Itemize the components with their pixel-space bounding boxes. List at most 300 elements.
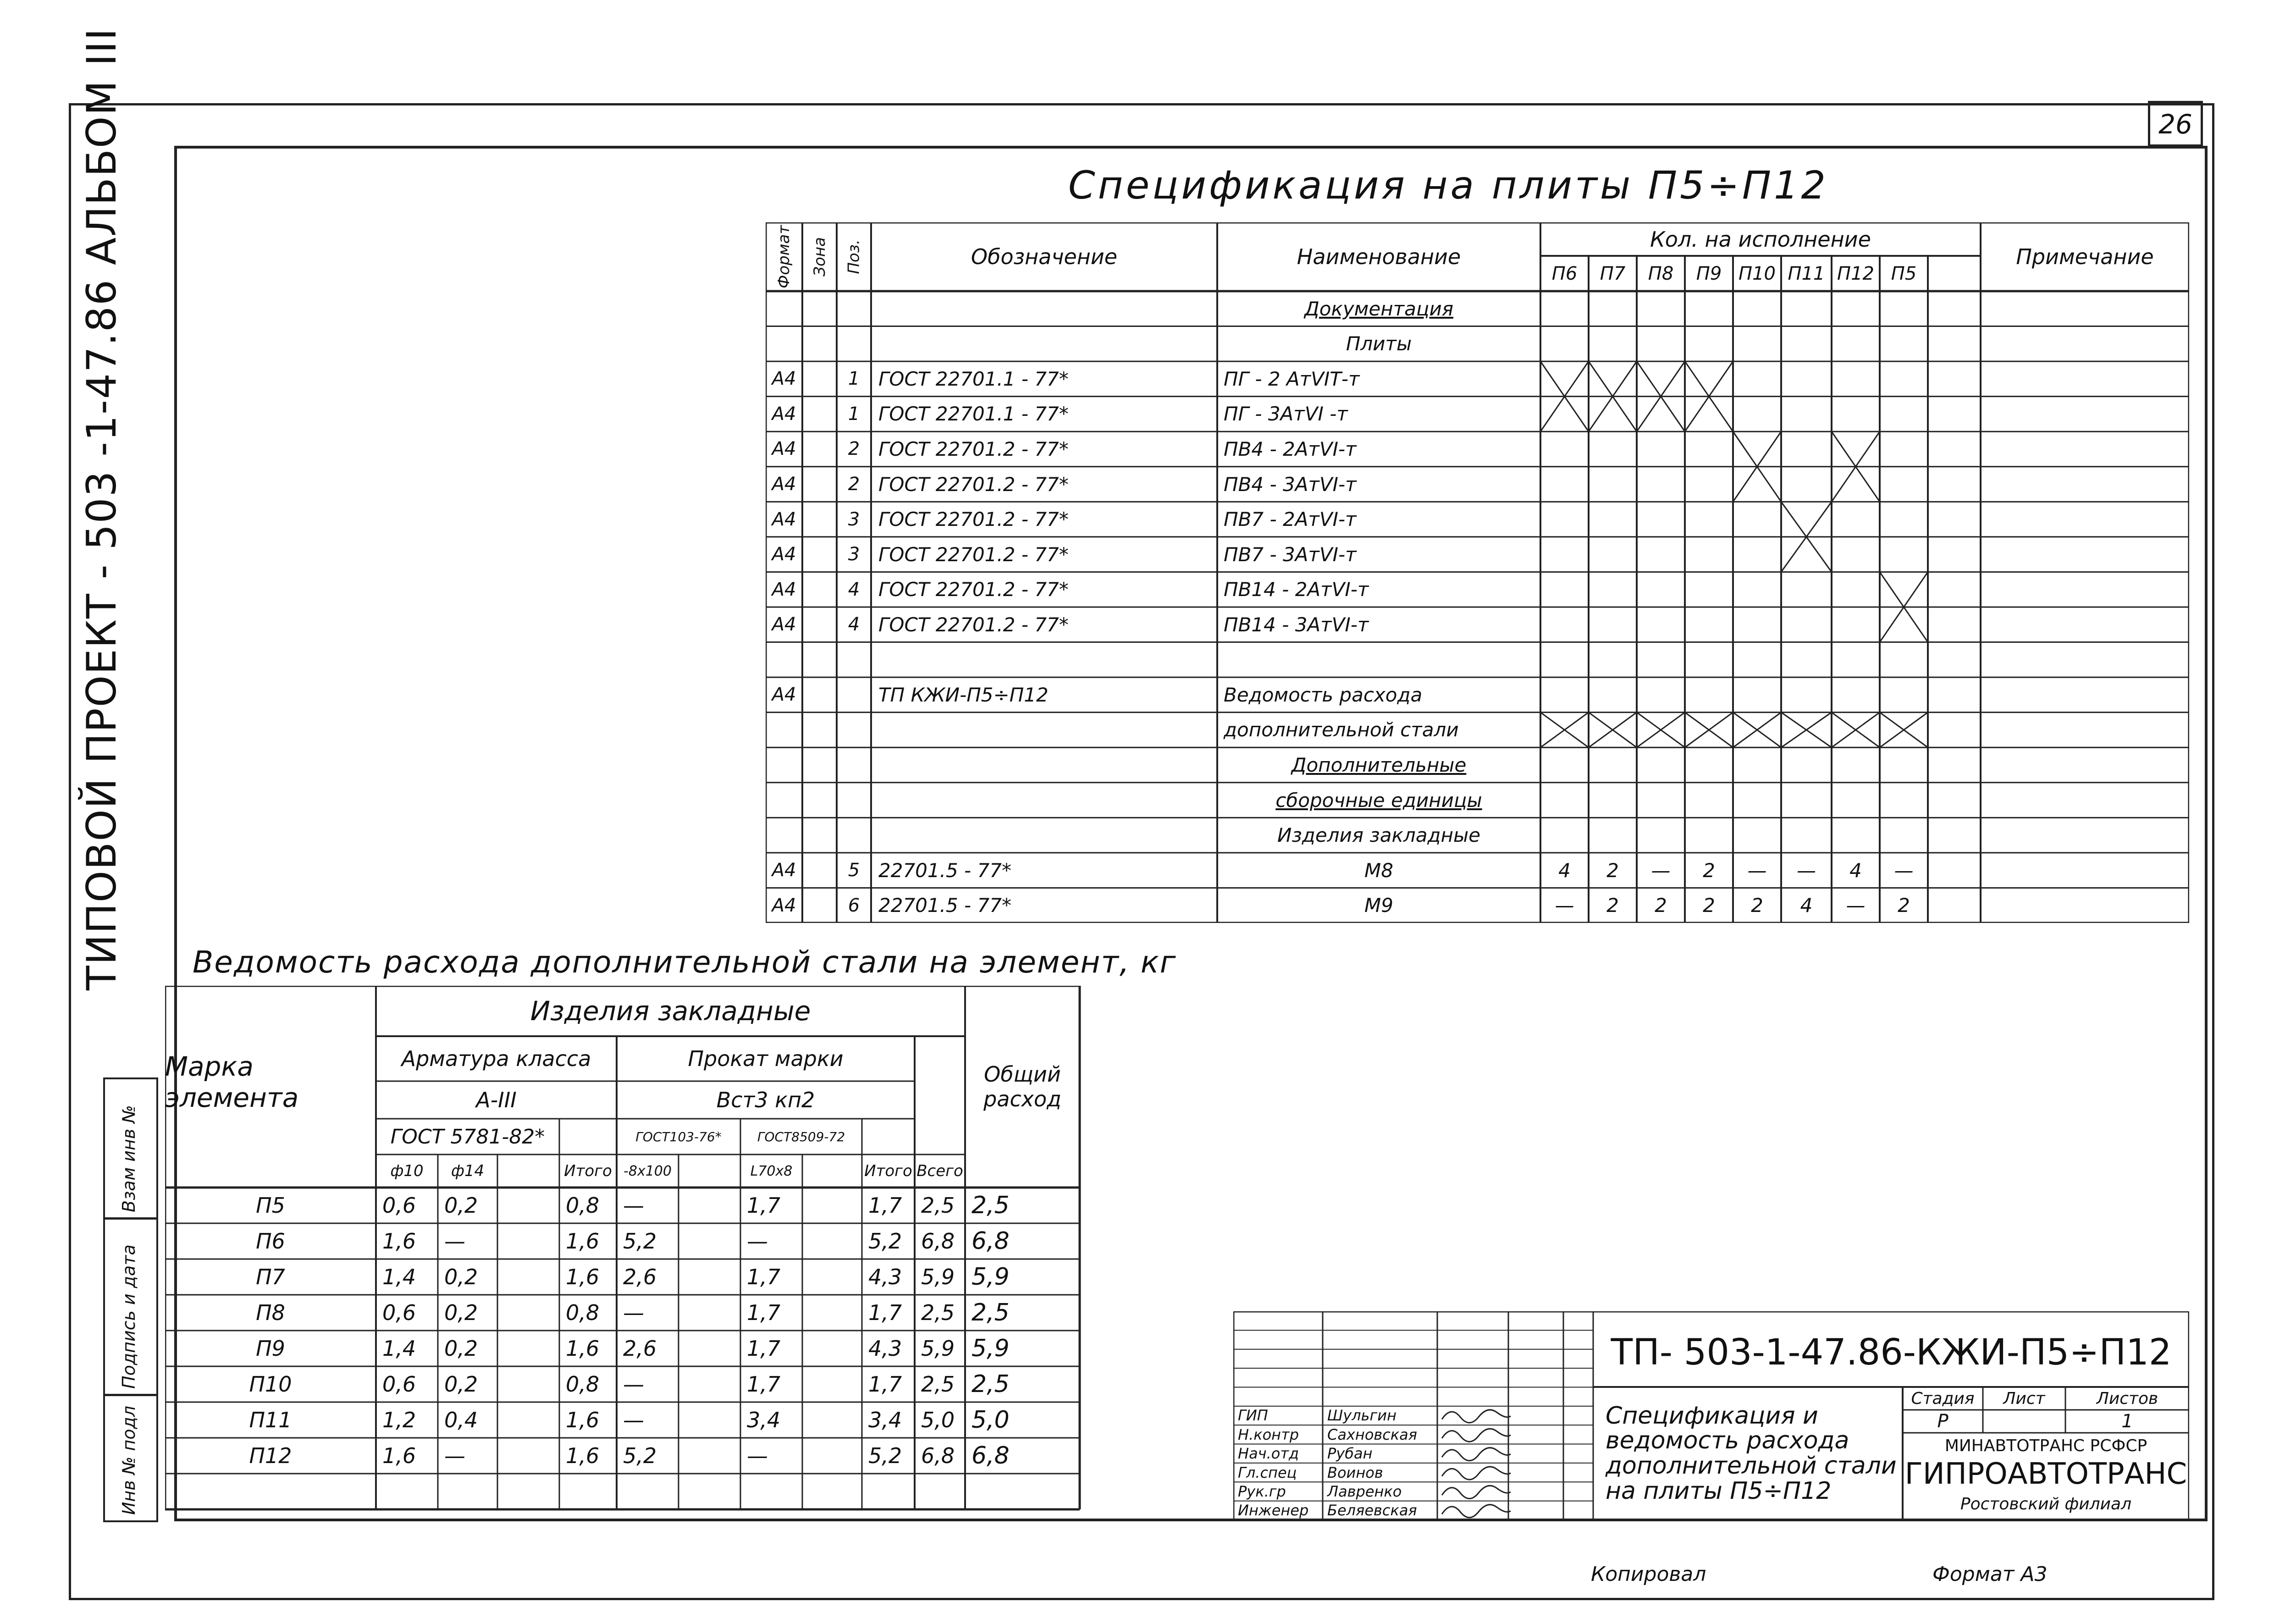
spec-cell-pos-text: 3 [848, 544, 860, 565]
ved-row-value [376, 1402, 438, 1438]
spec-header-variant-text: П12 [1837, 263, 1874, 284]
spec-cell-name-text: М8 [1364, 859, 1393, 882]
ved-row-value [965, 1438, 1080, 1474]
spec-cell-qty-text: 2 [1703, 894, 1715, 917]
ved-row-value-text: 1,6 [566, 1265, 600, 1289]
ved-row-value-text: 0,6 [382, 1300, 416, 1325]
ved-row-value [802, 1366, 862, 1402]
spec-cell-format [766, 713, 802, 748]
spec-cell-name [1217, 853, 1540, 888]
spec-cell-pos [837, 783, 871, 818]
stamp-code [1600, 1320, 2182, 1385]
signature-icon [1442, 1448, 1511, 1461]
ved-row-value-text: 1,7 [747, 1193, 781, 1218]
ved-row-value [965, 1331, 1080, 1366]
ved-row-value [915, 1295, 965, 1331]
spec-cell-format [766, 431, 802, 467]
stamp-label [1903, 1387, 1983, 1410]
spec-cell-qty-text: 2 [1606, 894, 1619, 917]
spec-cell-name-text: ПВ14 - 3АтVI-т [1224, 613, 1369, 636]
spec-cell-name [1217, 888, 1540, 923]
spec-cell-designation-text: ГОСТ 22701.2 - 77* [878, 543, 1069, 566]
ved-row-value-text: 4,3 [868, 1265, 902, 1289]
spec-cell-pos-text: 1 [848, 368, 860, 390]
ved-row-value-text: 5,2 [868, 1443, 902, 1468]
stamp-org-branch [1903, 1492, 2189, 1515]
spec-cell-name [1217, 326, 1540, 362]
vedomost-table [165, 986, 1096, 1518]
spec-cell-designation [871, 291, 1217, 326]
ved-row-value [802, 1223, 862, 1259]
spec-cell-qty-text: 2 [1703, 859, 1715, 882]
spec-cell-name-text: Дополнительные [1291, 753, 1467, 776]
spec-header-designation-text: Обозначение [971, 244, 1118, 269]
ved-row-value-text: 1,6 [566, 1336, 600, 1361]
spec-header-variant [1880, 256, 1928, 291]
spec-cell-name-text: Изделия закладные [1277, 824, 1480, 847]
ved-row-value [679, 1331, 740, 1366]
ved-row-value-text: 1,7 [747, 1265, 781, 1289]
spec-cell-format [766, 467, 802, 502]
spec-cell-pos [837, 326, 871, 362]
ved-header-sub-text: Итого [864, 1162, 912, 1180]
spec-cell-format [766, 397, 802, 432]
ved-row-value-text: 5,9 [971, 1335, 1010, 1362]
ved-row-value-text: 3,4 [747, 1408, 781, 1432]
spec-cell-designation [871, 853, 1217, 888]
spec-cell-name [1217, 291, 1540, 326]
ved-row-value [559, 1295, 617, 1331]
stamp-stage [1903, 1410, 1983, 1433]
spec-cell-designation [871, 397, 1217, 432]
spec-cell-name-text: ПГ - 2 АтVIТ-т [1224, 367, 1360, 390]
spec-cell-designation-text: 22701.5 - 77* [878, 859, 1011, 882]
spec-cell-pos [837, 818, 871, 853]
spec-cell-qty [1540, 853, 1589, 888]
ved-row-value [802, 1295, 862, 1331]
stamp-person-text: Шульгин [1327, 1407, 1396, 1425]
spec-cell-name [1217, 713, 1540, 748]
ved-row-value [617, 1295, 679, 1331]
spec-header-note-text: Примечание [2016, 244, 2154, 269]
spec-cell-format-text: А4 [772, 895, 796, 916]
spec-cell-designation [871, 783, 1217, 818]
spec-cell-name [1217, 642, 1540, 678]
ved-row-value-text: 6,8 [971, 1227, 1010, 1255]
spec-cell-format [766, 572, 802, 607]
ved-row-value-text: 1,7 [747, 1336, 781, 1361]
spec-cell-qty-text: 2 [1606, 859, 1619, 882]
ved-row-value [376, 1259, 438, 1295]
ved-row-value [679, 1402, 740, 1438]
stamp-person [1323, 1444, 1437, 1463]
spec-cell-pos [837, 537, 871, 572]
ved-row-value [965, 1259, 1080, 1295]
spec-header-name [1217, 222, 1540, 291]
spec-cell-name-text: ПВ7 - 2АтVI-т [1224, 508, 1357, 531]
spec-cell-pos [837, 397, 871, 432]
stamp-role [1233, 1482, 1323, 1501]
spec-cell-name-text: М9 [1364, 894, 1393, 917]
ved-row-value [862, 1331, 915, 1366]
spec-cell-format-text: А4 [772, 684, 796, 706]
ved-row-value-text: 0,8 [566, 1193, 600, 1218]
ved-header-armatura-text: Арматура класса [401, 1046, 591, 1071]
ved-row-value [679, 1223, 740, 1259]
spec-cell-name-text: ПГ - 3АтVI -т [1224, 403, 1348, 425]
ved-row-value-text: 0,8 [566, 1300, 600, 1325]
stamp-org-name [1903, 1456, 2189, 1492]
spec-cell-qty [1589, 888, 1637, 923]
spec-cell-pos [837, 747, 871, 783]
spec-cell-pos-text: 4 [848, 579, 860, 600]
spec-header-variant [1832, 256, 1880, 291]
ved-row-mark [165, 1438, 376, 1474]
signature-icon [1442, 1467, 1511, 1480]
spec-cell-pos [837, 502, 871, 537]
spec-cell-pos [837, 888, 871, 923]
ved-row-value [740, 1295, 802, 1331]
ved-row-value [965, 1295, 1080, 1331]
ved-row-value-text: 4,3 [868, 1336, 902, 1361]
spec-cell-format [766, 607, 802, 642]
ved-row-value [438, 1188, 497, 1223]
spec-cell-name [1217, 783, 1540, 818]
spec-cell-format-text: А4 [772, 438, 796, 460]
spec-cell-qty-text: 4 [1558, 859, 1571, 882]
ved-row-value-text: 1,7 [747, 1372, 781, 1397]
ved-row-value [965, 1223, 1080, 1259]
stamp-person-text: Сахновская [1327, 1425, 1418, 1443]
ved-row-value [740, 1259, 802, 1295]
ved-row-value [617, 1366, 679, 1402]
ved-row-value-text: 5,0 [921, 1408, 955, 1432]
ved-row-value [497, 1188, 559, 1223]
spec-cell-designation [871, 642, 1217, 678]
ved-row-value [862, 1366, 915, 1402]
spec-cell-name-text: Плиты [1346, 332, 1412, 355]
ved-row-value-text: 1,6 [382, 1443, 416, 1468]
ved-row-value-text: 2,5 [971, 1299, 1010, 1326]
spec-header-variant-text: П6 [1551, 263, 1578, 284]
spec-header-variant [1589, 256, 1637, 291]
ved-header-sub [617, 1154, 679, 1188]
spec-cell-qty [1540, 888, 1589, 923]
spec-cell-format-text: А4 [772, 508, 796, 530]
spec-cell-qty [1928, 853, 1981, 888]
footer-format: Формат А3 [1932, 1563, 2048, 1586]
ved-header-total [965, 1022, 1080, 1151]
spec-cell-qty [1781, 853, 1832, 888]
ved-header-sub [740, 1154, 802, 1188]
ved-row-value-text: 5,2 [623, 1229, 657, 1254]
spec-cell-qty-text: — [1894, 859, 1914, 882]
ved-row-value [679, 1366, 740, 1402]
spec-cell-format [766, 642, 802, 678]
spec-header-qty-text: Кол. на исполнение [1650, 226, 1871, 252]
ved-row-mark [165, 1295, 376, 1331]
spec-cell-designation [871, 467, 1217, 502]
ved-row-value-text: 0,4 [444, 1408, 478, 1432]
ved-header-steel-text: Вст3 кп2 [716, 1088, 815, 1112]
ved-row-value [679, 1259, 740, 1295]
ved-header-sub [376, 1154, 438, 1188]
spec-cell-format [766, 888, 802, 923]
stamp-label-text: Листов [2096, 1389, 2158, 1408]
spec-header-variant [1637, 256, 1685, 291]
stamp-description-text: Спецификация и ведомость расхода дополнительной стали на плиты П5÷П12 [1606, 1402, 1897, 1505]
ved-row-value-text: 1,2 [382, 1408, 416, 1432]
ved-row-value [915, 1259, 965, 1295]
ved-row-value-text: 2,5 [921, 1372, 955, 1397]
signature-icon [1442, 1486, 1511, 1498]
spec-cell-name-text: дополнительной стали [1224, 718, 1459, 741]
ved-row-value-text: 0,2 [444, 1336, 478, 1361]
ved-row-value-text: 1,7 [868, 1300, 902, 1325]
ved-header-gost [617, 1119, 740, 1154]
spec-cell-designation [871, 677, 1217, 713]
ved-header-mark-text: Марка элемента [165, 1051, 299, 1113]
spec-cell-name-text: Ведомость расхода [1224, 683, 1423, 706]
spec-cell-qty [1685, 888, 1733, 923]
stamp-role [1233, 1444, 1323, 1463]
spec-table [766, 222, 2189, 923]
spec-cell-designation-text: ГОСТ 22701.2 - 77* [878, 613, 1069, 636]
ved-row-value [617, 1223, 679, 1259]
side-box-label: Инв № подл [119, 1405, 139, 1515]
stamp-org [1903, 1434, 2189, 1457]
ved-row-value [965, 1188, 1080, 1223]
ved-row-value [497, 1366, 559, 1402]
spec-header-pos-text: Поз. [844, 239, 863, 274]
ved-header-prokat-text: Прокат марки [688, 1046, 844, 1071]
spec-cell-format [766, 747, 802, 783]
ved-row-value-text: 1,7 [868, 1372, 902, 1397]
ved-header-sub-text: ф10 [390, 1162, 424, 1180]
spec-cell-pos [837, 361, 871, 397]
ved-row-value-text: — [747, 1443, 768, 1468]
ved-row-value-text: 5,2 [868, 1229, 902, 1254]
stamp-label [1983, 1387, 2065, 1410]
ved-header-prokat [617, 1036, 915, 1081]
spec-cell-pos [837, 713, 871, 748]
ved-row-value-text: 1,6 [566, 1408, 600, 1432]
ved-row-value [497, 1331, 559, 1366]
spec-header-variant [1685, 256, 1733, 291]
spec-cell-pos-text: 5 [848, 860, 860, 881]
ved-row-value-text: 6,8 [971, 1442, 1010, 1469]
ved-row-value-text: 2,5 [971, 1370, 1010, 1398]
signature-icon [1442, 1410, 1511, 1423]
spec-cell-name [1217, 747, 1540, 783]
spec-cell-pos [837, 572, 871, 607]
spec-header-name-text: Наименование [1297, 244, 1461, 269]
ved-row-value [862, 1295, 915, 1331]
stamp-sheets-text: 1 [2121, 1411, 2133, 1432]
spec-cell-format [766, 361, 802, 397]
ved-row-value [559, 1223, 617, 1259]
ved-row-value-text: 0,6 [382, 1372, 416, 1397]
ved-row-value-text: 0,8 [566, 1372, 600, 1397]
ved-row-value [802, 1259, 862, 1295]
spec-cell-designation [871, 502, 1217, 537]
stamp-sheets [2065, 1410, 2189, 1433]
side-box-label: Взам инв № [119, 1105, 139, 1212]
stamp-person-text: Беляевская [1327, 1502, 1417, 1519]
stamp-person [1323, 1463, 1437, 1482]
ved-row-mark [165, 1331, 376, 1366]
ved-row-value [862, 1402, 915, 1438]
spec-cell-pos [837, 607, 871, 642]
ved-header-gost-text: ГОСТ 5781-82* [390, 1125, 545, 1149]
stamp-org-text: МИНАВТОТРАНС РСФСР [1944, 1436, 2147, 1455]
ved-header-class-text: А-III [476, 1088, 517, 1112]
spec-cell-qty [1637, 888, 1685, 923]
stamp-person [1323, 1501, 1437, 1520]
ved-row-value [862, 1188, 915, 1223]
spec-header-qty [1540, 222, 1981, 256]
ved-row-value [438, 1438, 497, 1474]
spec-cell-qty-text: — [1797, 859, 1816, 882]
stamp-description [1600, 1392, 1898, 1515]
ved-header-group-text: Изделия закладные [530, 995, 811, 1027]
ved-header-sub [438, 1154, 497, 1188]
spec-cell-name-text: ПВ4 - 2АтVI-т [1224, 437, 1357, 460]
ved-row-value [915, 1438, 965, 1474]
ved-row-value-text: 5,9 [921, 1265, 955, 1289]
spec-cell-name [1217, 397, 1540, 432]
spec-cell-designation [871, 537, 1217, 572]
spec-cell-qty [1781, 888, 1832, 923]
spec-header-variant [1781, 256, 1832, 291]
ved-row-value [617, 1188, 679, 1223]
ved-row-value [862, 1438, 915, 1474]
ved-row-value [438, 1223, 497, 1259]
spec-cell-pos [837, 642, 871, 678]
ved-row-mark-text: П7 [256, 1265, 285, 1289]
spec-cell-format-text: А4 [772, 860, 796, 881]
stamp-role [1233, 1463, 1323, 1482]
spec-cell-format [766, 853, 802, 888]
side-box-replace [103, 1077, 158, 1220]
ved-row-value [438, 1259, 497, 1295]
ved-row-mark-text: П6 [256, 1229, 285, 1254]
ved-row-value [497, 1259, 559, 1295]
ved-row-value [617, 1259, 679, 1295]
stamp-role [1233, 1425, 1323, 1444]
ved-header-gost [376, 1119, 559, 1154]
spec-cell-name [1217, 677, 1540, 713]
vedomost-title: Ведомость расхода дополнительной стали на элемент, кг [193, 945, 1177, 980]
ved-header-steel [617, 1081, 915, 1119]
spec-cell-name [1217, 607, 1540, 642]
spec-cell-qty-text: 4 [1800, 894, 1813, 917]
sheet-number: 26 [2148, 101, 2203, 147]
stamp-org-branch-text: Ростовский филиал [1960, 1494, 2132, 1514]
ved-row-mark-text: П10 [249, 1372, 292, 1397]
ved-row-value-text: 1,4 [382, 1265, 416, 1289]
spec-header-designation [871, 222, 1217, 291]
spec-cell-name [1217, 537, 1540, 572]
ved-row-value-text: 1,4 [382, 1336, 416, 1361]
stamp-org-name-text: ГИПРОАВТОТРАНС [1904, 1457, 2187, 1491]
spec-cell-designation [871, 607, 1217, 642]
ved-row-value [617, 1402, 679, 1438]
ved-row-mark-text: П11 [249, 1408, 292, 1432]
spec-cell-qty-text: 2 [1751, 894, 1763, 917]
ved-row-value [862, 1223, 915, 1259]
stamp-stage-text: Р [1937, 1411, 1948, 1432]
spec-cell-qty-text: — [1747, 859, 1767, 882]
spec-header-variant-text: П5 [1891, 263, 1917, 284]
spec-cell-qty-text: — [1651, 859, 1671, 882]
spec-cell-format-text: А4 [772, 368, 796, 390]
spec-cell-designation [871, 326, 1217, 362]
stamp-role-text: Н.контр [1238, 1425, 1299, 1443]
ved-row-value [740, 1331, 802, 1366]
ved-header-sub [862, 1154, 915, 1188]
ved-row-mark [165, 1188, 376, 1223]
spec-header-format-text: Формат [775, 225, 794, 288]
spec-cell-pos [837, 431, 871, 467]
spec-title: Спецификация на плиты П5÷П12 [1068, 163, 1828, 208]
ved-header-gost-text: ГОСТ8509-72 [757, 1129, 845, 1144]
signature-icon [1442, 1505, 1511, 1518]
stamp-person-text: Рубан [1327, 1445, 1373, 1463]
ved-row-value [559, 1331, 617, 1366]
spec-cell-format-text: А4 [772, 403, 796, 425]
spec-cell-format [766, 677, 802, 713]
spec-cell-name-text: ПВ7 - 3АтVI-т [1224, 543, 1357, 566]
ved-header-sub-text: L70х8 [750, 1163, 793, 1179]
ved-row-value-text: 5,9 [921, 1336, 955, 1361]
spec-header-variant-text: П9 [1696, 263, 1722, 284]
stamp-label-text: Стадия [1911, 1389, 1975, 1408]
spec-cell-designation-text: ГОСТ 22701.1 - 77* [878, 403, 1069, 425]
spec-header-variant [1733, 256, 1781, 291]
ved-row-value [740, 1188, 802, 1223]
ved-row-value [802, 1438, 862, 1474]
ved-row-value-text: 1,6 [382, 1229, 416, 1254]
ved-row-mark-text: П8 [256, 1300, 285, 1325]
ved-row-mark-text: П5 [256, 1193, 285, 1218]
spec-header-zone-text: Зона [810, 237, 829, 276]
ved-row-value [497, 1438, 559, 1474]
ved-row-value [965, 1366, 1080, 1402]
ved-header-class [376, 1081, 617, 1119]
spec-cell-qty [1733, 853, 1781, 888]
spec-cell-format [766, 783, 802, 818]
ved-row-value [965, 1402, 1080, 1438]
stamp-sheet [1983, 1410, 2065, 1433]
title-block [1233, 1311, 2189, 1520]
spec-cell-pos [837, 467, 871, 502]
spec-cell-designation-text: ГОСТ 22701.1 - 77* [878, 367, 1069, 390]
stamp-role-text: Рук.гр [1238, 1482, 1286, 1500]
stamp-person-text: Воинов [1327, 1464, 1383, 1481]
spec-cell-format [766, 818, 802, 853]
spec-cell-pos-text: 3 [848, 508, 860, 530]
ved-row-value [862, 1259, 915, 1295]
ved-row-value [376, 1331, 438, 1366]
spec-cell-format-text: А4 [772, 579, 796, 600]
ved-row-value-text: 1,6 [566, 1443, 600, 1468]
spec-cell-name [1217, 502, 1540, 537]
side-box-label: Подпись и дата [119, 1244, 139, 1389]
ved-header-sub-text: -8х100 [624, 1163, 672, 1179]
spec-cell-designation [871, 888, 1217, 923]
ved-row-value-text: — [444, 1229, 465, 1254]
